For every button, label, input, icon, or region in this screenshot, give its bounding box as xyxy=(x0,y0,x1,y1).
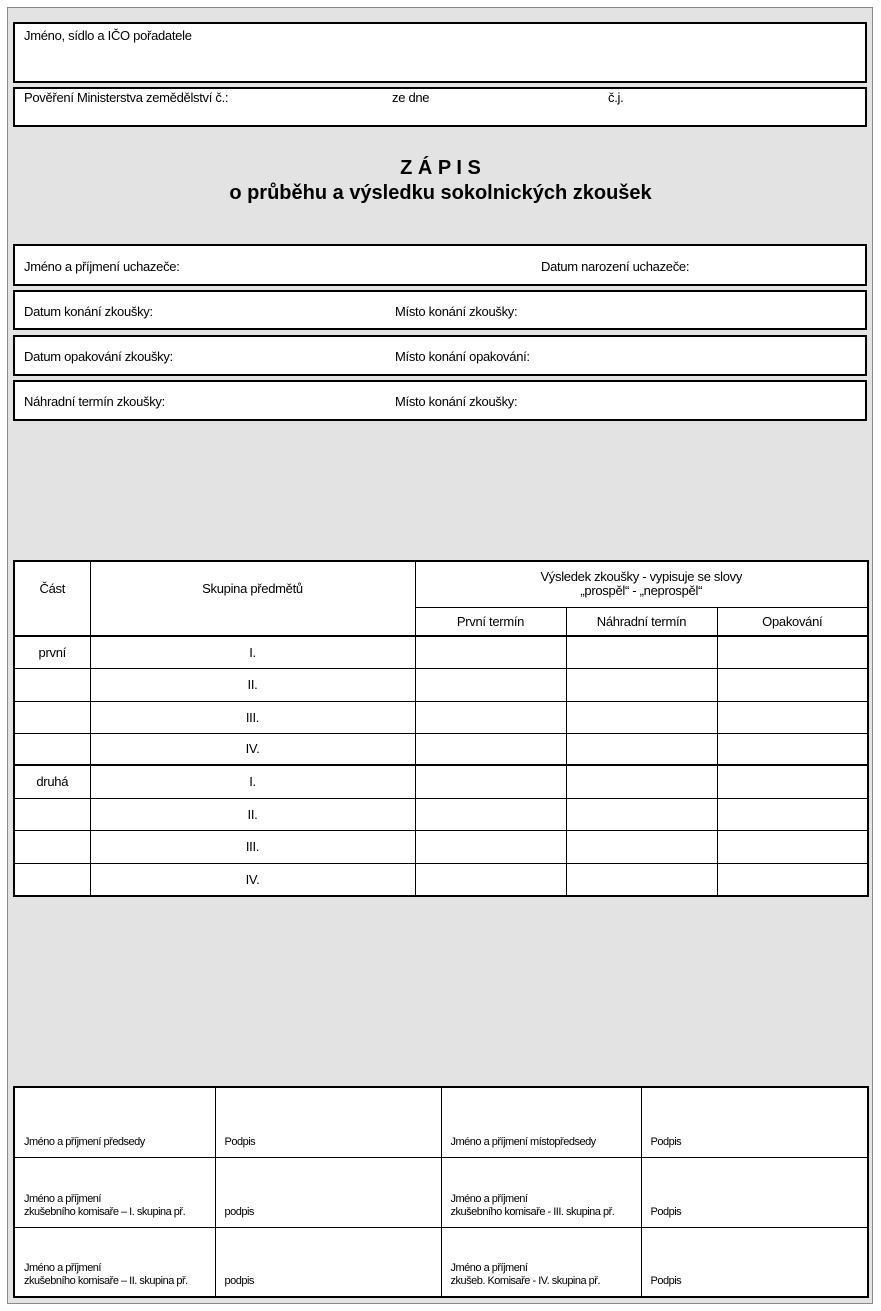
row-part xyxy=(14,863,90,896)
col-header-result-line2: „prospěl“ - „neprospěl“ xyxy=(580,583,703,599)
col-header-first-term: První termín xyxy=(415,607,566,636)
result-cell-repeat[interactable] xyxy=(717,668,868,701)
examiner-1-signature-label: podpis xyxy=(224,1205,254,1218)
vice-chair-signature-label: Podpis xyxy=(650,1135,682,1148)
col-header-result xyxy=(415,561,868,607)
examiner-2-group-label: zkušebního komisaře – II. skupina př. xyxy=(24,1275,188,1287)
organizer-label: Jméno, sídlo a IČO pořadatele xyxy=(24,28,192,43)
table-row xyxy=(14,668,868,701)
examiner-3-name-label: Jméno a příjmení xyxy=(450,1192,528,1205)
authorization-date-label: ze dne xyxy=(392,90,430,105)
chair-signature-field[interactable] xyxy=(215,1087,441,1157)
result-cell-first[interactable] xyxy=(415,798,566,830)
row-group: III. xyxy=(90,830,415,863)
vice-chair-signature-field[interactable] xyxy=(641,1087,868,1157)
examiner-3-signature-field[interactable] xyxy=(641,1157,868,1227)
examiner-3-name-field[interactable] xyxy=(441,1157,641,1227)
result-cell-first[interactable] xyxy=(415,863,566,896)
exam-date-label: Datum konání zkoušky: xyxy=(24,304,153,319)
col-header-group: Skupina předmětů xyxy=(90,561,415,636)
result-cell-repeat[interactable] xyxy=(717,701,868,733)
examiner-4-name-field[interactable] xyxy=(441,1227,641,1297)
result-cell-alt[interactable] xyxy=(566,668,717,701)
row-part xyxy=(14,830,90,863)
examiner-4-signature-label: Podpis xyxy=(650,1275,682,1287)
repeat-place-label: Místo konání opakování: xyxy=(395,349,530,364)
col-header-part: Část xyxy=(14,561,90,636)
row-group: IV. xyxy=(90,733,415,765)
result-cell-alt[interactable] xyxy=(566,733,717,765)
document-subtitle: o průběhu a výsledku sokolnických zkoušek xyxy=(229,182,652,204)
examiner-4-name-label: Jméno a příjmení xyxy=(450,1262,528,1274)
examiner-2-signature-label: podpis xyxy=(224,1275,254,1287)
vice-chair-name-label: Jméno a příjmení místopředsedy xyxy=(450,1135,596,1148)
alt-place-label: Místo konání zkoušky: xyxy=(395,394,518,409)
vice-chair-name-field[interactable] xyxy=(441,1087,641,1157)
col-header-repeat: Opakování xyxy=(717,607,868,636)
alt-date-label: Náhradní termín zkoušky: xyxy=(24,394,165,409)
row-group: IV. xyxy=(90,863,415,896)
row-group: III. xyxy=(90,701,415,733)
row-part xyxy=(14,701,90,733)
table-row xyxy=(14,636,868,668)
document-title: Z Á P I S xyxy=(400,157,481,179)
table-row xyxy=(14,830,868,863)
result-cell-alt[interactable] xyxy=(566,636,717,668)
result-cell-alt[interactable] xyxy=(566,701,717,733)
table-row xyxy=(14,863,868,896)
candidate-birth-label: Datum narození uchazeče: xyxy=(541,259,690,274)
examiner-1-group-label: zkušebního komisaře – I. skupina př. xyxy=(24,1205,186,1218)
chair-name-field[interactable] xyxy=(14,1087,215,1157)
chair-signature-label: Podpis xyxy=(224,1135,256,1148)
col-header-alt-term: Náhradní termín xyxy=(566,607,717,636)
examiner-4-signature-field[interactable] xyxy=(641,1227,868,1297)
reference-number-label: č.j. xyxy=(608,90,624,105)
examiner-1-name-label: Jméno a příjmení xyxy=(24,1192,101,1205)
row-group: II. xyxy=(90,668,415,701)
result-cell-repeat[interactable] xyxy=(717,863,868,896)
row-group: II. xyxy=(90,798,415,830)
result-cell-repeat[interactable] xyxy=(717,798,868,830)
repeat-date-label: Datum opakování zkoušky: xyxy=(24,349,173,364)
result-cell-alt[interactable] xyxy=(566,798,717,830)
result-cell-repeat[interactable] xyxy=(717,765,868,798)
result-cell-alt[interactable] xyxy=(566,765,717,798)
result-cell-first[interactable] xyxy=(415,733,566,765)
examiner-2-name-label: Jméno a příjmení xyxy=(24,1262,101,1274)
col-header-result-line1: Výsledek zkoušky - vypisuje se slovy xyxy=(540,569,743,585)
examiner-2-signature-field[interactable] xyxy=(215,1227,441,1297)
row-part: druhá xyxy=(14,765,90,798)
candidate-name-label: Jméno a příjmení uchazeče: xyxy=(24,259,180,274)
result-cell-first[interactable] xyxy=(415,830,566,863)
result-cell-alt[interactable] xyxy=(566,863,717,896)
result-cell-first[interactable] xyxy=(415,701,566,733)
result-cell-alt[interactable] xyxy=(566,830,717,863)
table-row xyxy=(14,798,868,830)
row-part xyxy=(14,733,90,765)
row-part: první xyxy=(14,636,90,668)
result-cell-first[interactable] xyxy=(415,668,566,701)
table-row xyxy=(14,765,868,798)
exam-place-label: Místo konání zkoušky: xyxy=(395,304,518,319)
row-group: I. xyxy=(90,765,415,798)
table-row xyxy=(14,701,868,733)
result-cell-first[interactable] xyxy=(415,765,566,798)
row-part xyxy=(14,668,90,701)
row-group: I. xyxy=(90,636,415,668)
result-cell-repeat[interactable] xyxy=(717,733,868,765)
results-table xyxy=(13,560,869,897)
table-row xyxy=(14,733,868,765)
examiner-3-group-label: zkušebního komisaře - III. skupina př. xyxy=(450,1205,615,1218)
row-part xyxy=(14,798,90,830)
examiner-3-signature-label: Podpis xyxy=(650,1205,682,1218)
examiner-1-name-field[interactable] xyxy=(14,1157,215,1227)
examiner-1-signature-field[interactable] xyxy=(215,1157,441,1227)
examiner-4-group-label: zkušeb. Komisaře - IV. skupina př. xyxy=(450,1275,601,1287)
signatures-table xyxy=(13,1086,869,1298)
result-cell-first[interactable] xyxy=(415,636,566,668)
examiner-2-name-field[interactable] xyxy=(14,1227,215,1297)
authorization-label: Pověření Ministerstva zemědělství č.: xyxy=(24,90,229,105)
result-cell-repeat[interactable] xyxy=(717,830,868,863)
chair-name-label: Jméno a příjmení předsedy xyxy=(24,1135,145,1148)
result-cell-repeat[interactable] xyxy=(717,636,868,668)
